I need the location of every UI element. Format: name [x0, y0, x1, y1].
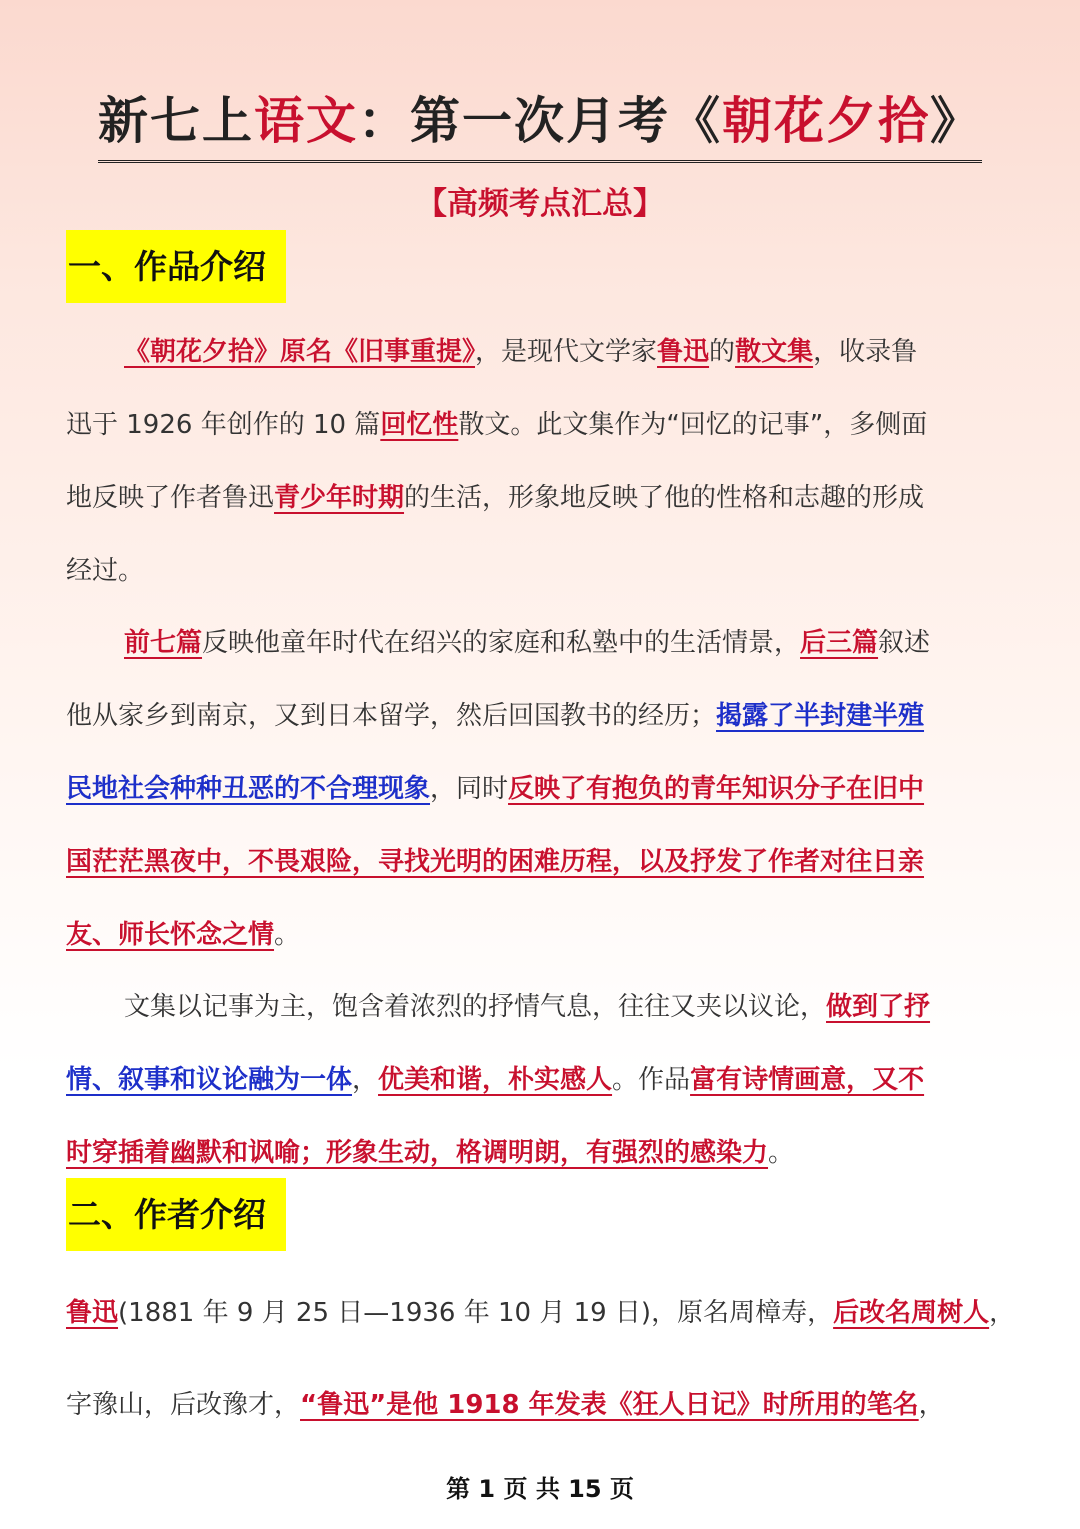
highlight-text: 青少年时期 — [274, 483, 405, 513]
highlight-text: “鲁迅”是他 1918 年发表《狂人日记》时所用的笔名 — [300, 1390, 919, 1420]
text-line — [66, 842, 924, 882]
plain-text: 迅于 1926 年创作的 10 篇 — [66, 410, 381, 440]
text-line — [66, 1385, 945, 1425]
text-line — [124, 987, 930, 1027]
text-line — [66, 915, 300, 955]
highlight-text: 优美和谐，朴实感人 — [378, 1065, 613, 1095]
plain-text: ，同时 — [430, 774, 509, 804]
plain-text: ， — [918, 1390, 945, 1420]
highlight-text: 散文集 — [735, 337, 814, 367]
text-line — [66, 478, 924, 518]
title-subject: 语文 — [254, 92, 358, 150]
text-line — [66, 696, 924, 736]
highlight-text-blue: 情、叙事和议论融为一体 — [66, 1065, 353, 1095]
text-line: 经过。 — [66, 556, 145, 586]
title-book: 朝花夕拾 — [722, 92, 930, 150]
text-line — [66, 769, 924, 809]
highlight-text-blue: 民地社会种种丑恶的不合理现象 — [66, 774, 431, 804]
subtitle: 【高频考点汇总】 — [416, 186, 664, 222]
text-line — [66, 1060, 924, 1100]
plain-text: 的生活，形象地反映了他的性格和志趣的形成 — [404, 483, 925, 513]
text-line — [66, 1293, 1015, 1333]
section-heading-author-intro: 二、作者介绍 — [66, 1178, 286, 1251]
plain-text: 。作品 — [612, 1065, 691, 1095]
highlight-text: 《朝花夕拾》原名《旧事重提》 — [124, 337, 476, 367]
plain-text: 文集以记事为主，饱含着浓烈的抒情气息，往往又夹以议论， — [124, 992, 827, 1022]
text-line — [66, 405, 927, 445]
highlight-text-blue: 揭露了半封建半殖 — [716, 701, 925, 731]
highlight-text: 鲁迅 — [66, 1298, 119, 1328]
plain-text: ， — [989, 1298, 1016, 1328]
text-line — [124, 623, 930, 663]
highlight-text: 后三篇 — [800, 628, 879, 658]
plain-text: 地反映了作者鲁迅 — [66, 483, 275, 513]
highlight-text: 前七篇 — [124, 628, 203, 658]
title-part-1: 新七上 — [98, 92, 254, 150]
plain-text: 。 — [768, 1138, 795, 1168]
title-part-5: 》 — [930, 92, 982, 150]
highlight-text: 后改名周树人 — [833, 1298, 990, 1328]
highlight-text: 友、师长怀念之情 — [66, 920, 275, 950]
highlight-text: 回忆性 — [380, 410, 459, 440]
highlight-text: 时穿插着幽默和讽喻；形象生动，格调明朗，有强烈的感染力 — [66, 1138, 769, 1168]
highlight-text: 富有诗情画意，又不 — [690, 1065, 925, 1095]
plain-text: 字豫山，后改豫才， — [66, 1390, 301, 1420]
plain-text: 叙述 — [878, 628, 931, 658]
plain-text: 。 — [274, 920, 301, 950]
highlight-text: 反映了有抱负的青年知识分子在旧中 — [508, 774, 925, 804]
highlight-text: 做到了抒 — [826, 992, 931, 1022]
highlight-text: 国茫茫黑夜中，不畏艰险，寻找光明的困难历程，以及抒发了作者对往日亲 — [66, 847, 925, 877]
plain-text: 反映他童年时代在绍兴的家庭和私塾中的生活情景， — [202, 628, 801, 658]
plain-text: ，收录鲁 — [813, 337, 918, 367]
title-part-3: ：第一次月考《 — [358, 92, 722, 150]
text-line — [66, 1133, 794, 1173]
plain-text: 散文。此文集作为“回忆的记事”，多侧面 — [458, 410, 928, 440]
plain-text: 的 — [709, 337, 736, 367]
text-line — [124, 332, 917, 372]
plain-text: ， — [352, 1065, 379, 1095]
plain-text: ，是现代文学家 — [475, 337, 658, 367]
section-heading-work-intro: 一、作品介绍 — [66, 230, 286, 303]
highlight-text: 鲁迅 — [657, 337, 710, 367]
plain-text: (1881 年 9 月 25 日—1936 年 10 月 19 日)，原名周樟寿， — [118, 1298, 834, 1328]
page-number: 第 1 页 共 15 页 — [446, 1475, 634, 1503]
plain-text: 他从家乡到南京，又到日本留学，然后回国教书的经历； — [66, 701, 717, 731]
page-title — [0, 88, 1080, 163]
